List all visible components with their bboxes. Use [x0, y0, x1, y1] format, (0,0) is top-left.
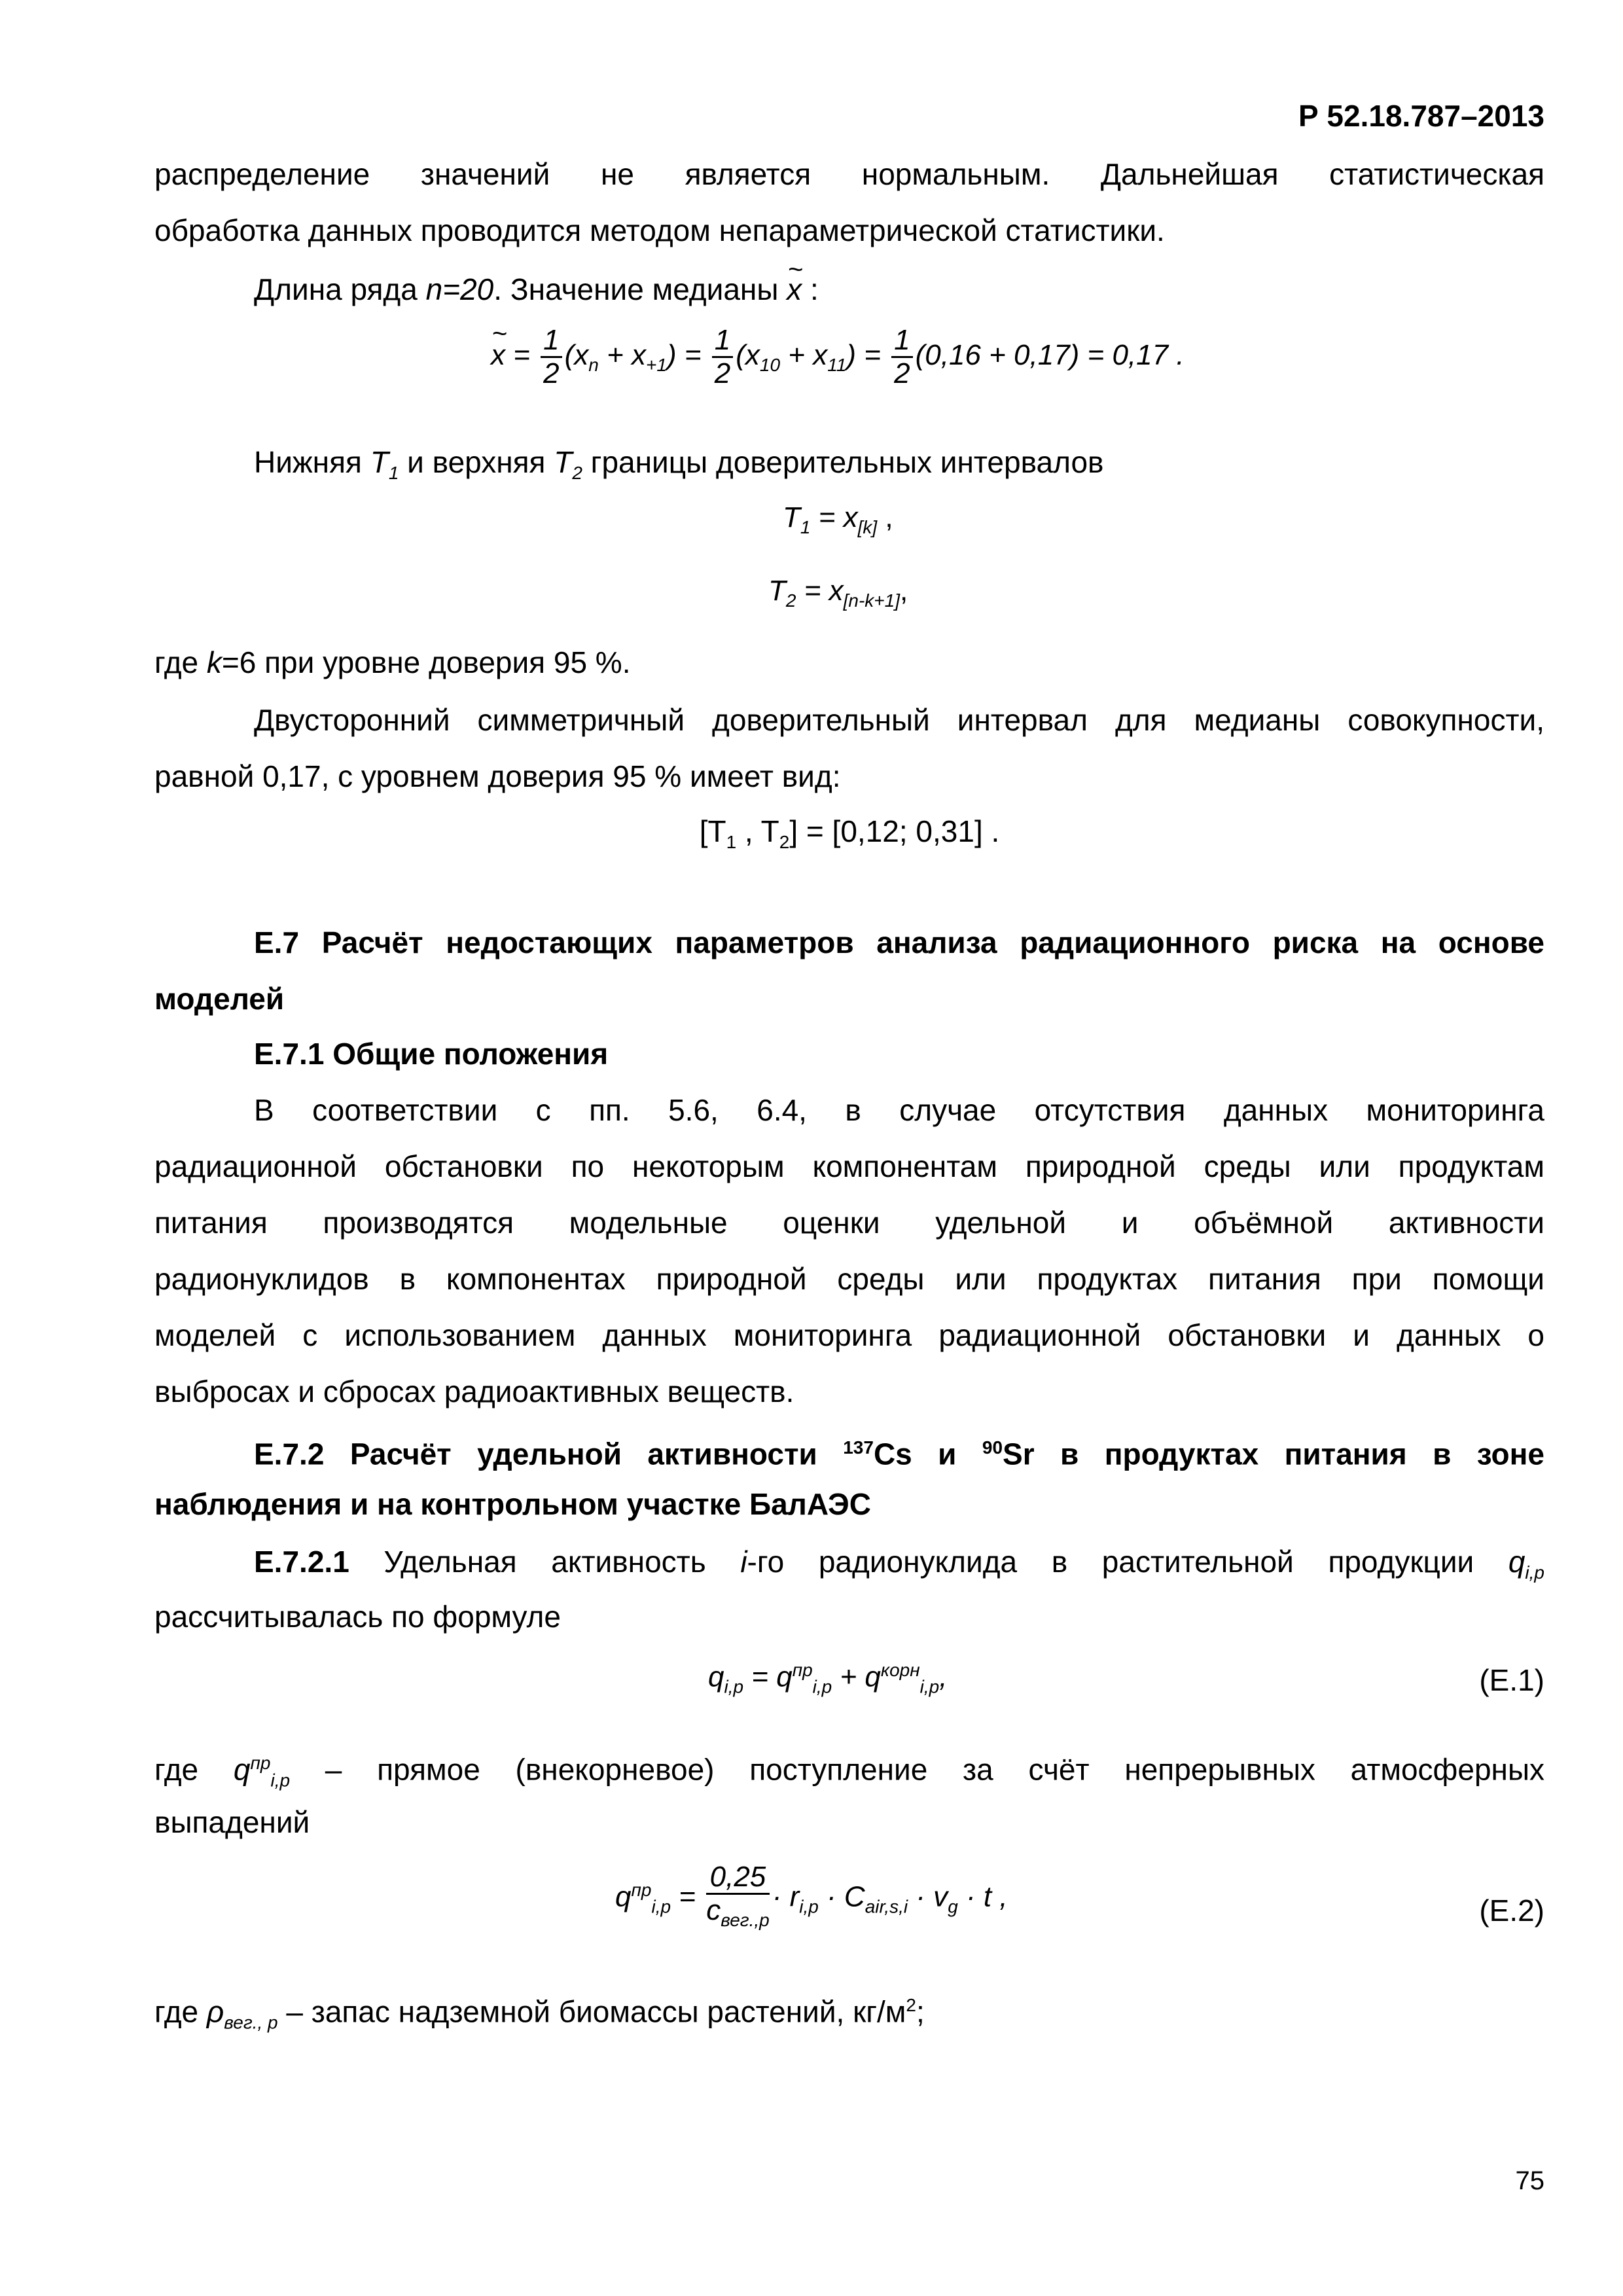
- sub: 2: [779, 832, 790, 853]
- paragraph-line: Двусторонний симметричный доверительный интервал для медианы совокупности,: [254, 703, 1544, 737]
- median-equation: [491, 325, 1185, 389]
- text: Cs и: [873, 1437, 982, 1471]
- text: ;: [916, 1994, 925, 2029]
- denominator: 2: [543, 357, 560, 389]
- eq-sup: корн: [880, 1660, 920, 1680]
- q-sub: i,p: [1525, 1562, 1544, 1583]
- eq-term: · v: [908, 1880, 948, 1913]
- eq-sub: 11: [827, 354, 847, 375]
- eq-term: (x: [736, 339, 760, 372]
- eq-op: =: [505, 339, 539, 372]
- eq-sup: пр: [792, 1660, 813, 1680]
- eq-term: (0,16 + 0,17) = 0,17 .: [915, 339, 1185, 372]
- den-sub: вег.,p: [721, 1909, 770, 1930]
- eq-sub: i,p: [919, 1676, 940, 1697]
- sub: 1: [726, 832, 737, 853]
- rho-symbol: ρ: [206, 1994, 224, 2029]
- eq-symbol: q: [708, 1660, 724, 1693]
- text: Е.7.2 Расчёт удельной активности: [254, 1437, 844, 1471]
- paragraph-line: моделей с использованием данных мониторинга радиационной обстановки и данных о: [154, 1318, 1544, 1352]
- eq-sub: 10: [759, 354, 781, 375]
- numerator: 1: [541, 325, 562, 358]
- clause-number: Е.7.2.1: [254, 1545, 349, 1579]
- text: -го радионуклида в растительной продукции: [747, 1545, 1508, 1579]
- subsection-title-cont: наблюдения и на контрольном участке БалАЭС: [154, 1487, 871, 1521]
- eq-op: =: [676, 339, 709, 372]
- eq-term: ,: [900, 575, 908, 607]
- page-number: 75: [1515, 2166, 1544, 2195]
- eq-sub: air,s,i: [865, 1896, 908, 1917]
- paragraph-line: радионуклидов в компонентах природной среды или продуктах питания при помощи: [154, 1262, 1544, 1296]
- text: . Значение медианы: [493, 272, 787, 306]
- k-symbol: k: [206, 645, 222, 679]
- fraction: [891, 325, 912, 389]
- series-length-value: n=20: [425, 272, 494, 306]
- t2-sub: 2: [572, 463, 582, 484]
- eq-term: + q: [832, 1660, 881, 1693]
- median-symbol: ~ x: [787, 270, 802, 309]
- eq-symbol: ~ x: [491, 339, 505, 372]
- eq-op: (: [564, 339, 575, 372]
- eq-term: · r: [772, 1880, 800, 1913]
- eq-sub: i,p: [812, 1676, 832, 1697]
- paragraph-line: равной 0,17, с уровнем доверия 95 % имеет вид:: [154, 759, 841, 793]
- section-title: Е.7 Расчёт недостающих параметров анализа радиационного риска на основе: [254, 925, 1544, 960]
- interval-formula: [154, 812, 1544, 862]
- numerator: 1: [891, 325, 912, 358]
- text: – запас надземной биомассы растений, кг/м: [277, 1994, 906, 2029]
- sup: 2: [906, 1995, 916, 2015]
- eq-sub: i,p: [799, 1896, 819, 1917]
- paragraph-line: [154, 1986, 1544, 2043]
- eq-sub: [n-k+1]: [843, 590, 901, 611]
- text: где: [154, 1994, 207, 2029]
- paragraph-line: распределение значений не является нормальным. Дальнейшая статистическая: [154, 157, 1544, 191]
- denominator: [706, 1895, 770, 1936]
- eq-sup: пр: [631, 1879, 652, 1900]
- paragraph-line: выпадений: [154, 1805, 310, 1839]
- eq-sub: 1: [800, 516, 811, 537]
- eq-symbol: q: [615, 1880, 632, 1913]
- section-title-cont: моделей: [154, 982, 285, 1016]
- text: =6 при уровне доверия 95 %.: [221, 645, 631, 679]
- paragraph-line: рассчитывалась по формуле: [154, 1600, 561, 1634]
- text: , T: [736, 814, 779, 848]
- eq-symbol: T: [783, 501, 800, 533]
- t1-symbol: T: [370, 445, 389, 479]
- equation-e2: [615, 1861, 1008, 1936]
- eq-term: ,: [939, 1660, 948, 1693]
- eq-symbol: x: [574, 339, 589, 372]
- eq-term: + x: [780, 339, 828, 372]
- text: где: [154, 645, 207, 679]
- q-symbol: q: [1508, 1545, 1525, 1579]
- text: [T: [699, 814, 726, 848]
- t2-symbol: T: [554, 445, 573, 479]
- numerator: 1: [712, 325, 733, 358]
- fraction: [706, 1861, 770, 1936]
- paragraph-line: питания производятся модельные оценки удельной и объёмной активности: [154, 1206, 1544, 1240]
- eq-sub: 2: [785, 590, 796, 611]
- eq-sub: +1: [646, 354, 667, 375]
- denominator: 2: [714, 357, 731, 389]
- eq-sub: n: [588, 354, 599, 375]
- text: Удельная активность: [349, 1545, 741, 1579]
- eq-op: +: [598, 339, 632, 372]
- subsection-title: [254, 1428, 1544, 1473]
- subsection-title: Е.7.1 Общие положения: [254, 1037, 609, 1071]
- paragraph-line: [254, 1542, 1544, 1592]
- eq-sub: g: [948, 1896, 958, 1917]
- eq-term: = x: [796, 575, 844, 607]
- eq-sub: i,p: [724, 1676, 744, 1697]
- numerator: 0,25: [706, 1861, 770, 1895]
- q-sup: пр: [250, 1753, 271, 1773]
- equation-e1: [708, 1660, 947, 1697]
- document-code: Р 52.18.787–2013: [1298, 99, 1544, 133]
- text: Длина ряда: [254, 272, 426, 306]
- eq-term: ,: [877, 501, 893, 533]
- i-symbol: i: [740, 1545, 747, 1579]
- paragraph-line: В соответствии с пп. 5.6, 6.4, в случае отсутствия данных мониторинга: [254, 1093, 1544, 1127]
- text: где: [154, 1752, 234, 1787]
- eq-op: ): [666, 339, 677, 372]
- eq-term: · C: [818, 1880, 865, 1913]
- t1-sub: 1: [388, 463, 399, 484]
- eq-term: · t ,: [957, 1880, 1008, 1913]
- sup: 137: [843, 1437, 874, 1458]
- series-length-line: [254, 270, 1544, 309]
- paragraph-line: радиационной обстановки по некоторым компонентам природной среды или продуктам: [154, 1149, 1544, 1183]
- eq-sub: i,p: [651, 1896, 671, 1917]
- equation-number: (Е.2): [1479, 1893, 1544, 1928]
- text: Нижняя: [254, 445, 370, 479]
- fraction: [541, 325, 562, 389]
- text: Sr в продуктах питания в зоне: [1003, 1437, 1544, 1471]
- eq-term: =: [671, 1880, 704, 1913]
- t2-equation: [768, 575, 908, 611]
- t1-equation: [783, 501, 893, 538]
- text: и верхняя: [399, 445, 554, 479]
- q-symbol: q: [233, 1752, 251, 1787]
- k-line: [154, 643, 1544, 682]
- q-sub: i,p: [270, 1770, 291, 1791]
- eq-term: ) =: [846, 339, 889, 372]
- sup: 90: [982, 1437, 1003, 1458]
- paragraph-line: выбросах и сбросах радиоактивных веществ.: [154, 1374, 794, 1408]
- eq-symbol: x: [632, 339, 647, 372]
- text: – прямое (внекорневое) поступление за счёт непрерывных атмосферных: [290, 1752, 1545, 1787]
- eq-symbol: T: [768, 575, 786, 607]
- text: границы доверительных интервалов: [582, 445, 1104, 479]
- eq-term: = x: [810, 501, 858, 533]
- paragraph-line: обработка данных проводится методом непараметрической статистики.: [154, 213, 1165, 247]
- bounds-line: [254, 442, 1544, 493]
- den-symbol: c: [706, 1894, 721, 1926]
- fraction: [712, 325, 733, 389]
- eq-term: = q: [743, 1660, 793, 1693]
- equation-number: (Е.1): [1479, 1663, 1544, 1697]
- denominator: 2: [894, 357, 910, 389]
- paragraph-line: [154, 1744, 1544, 1801]
- text: ] = [0,12; 0,31] .: [789, 814, 1000, 848]
- rho-sub: вег., p: [224, 2012, 278, 2033]
- text: :: [802, 272, 819, 306]
- eq-sub: [k]: [857, 516, 878, 537]
